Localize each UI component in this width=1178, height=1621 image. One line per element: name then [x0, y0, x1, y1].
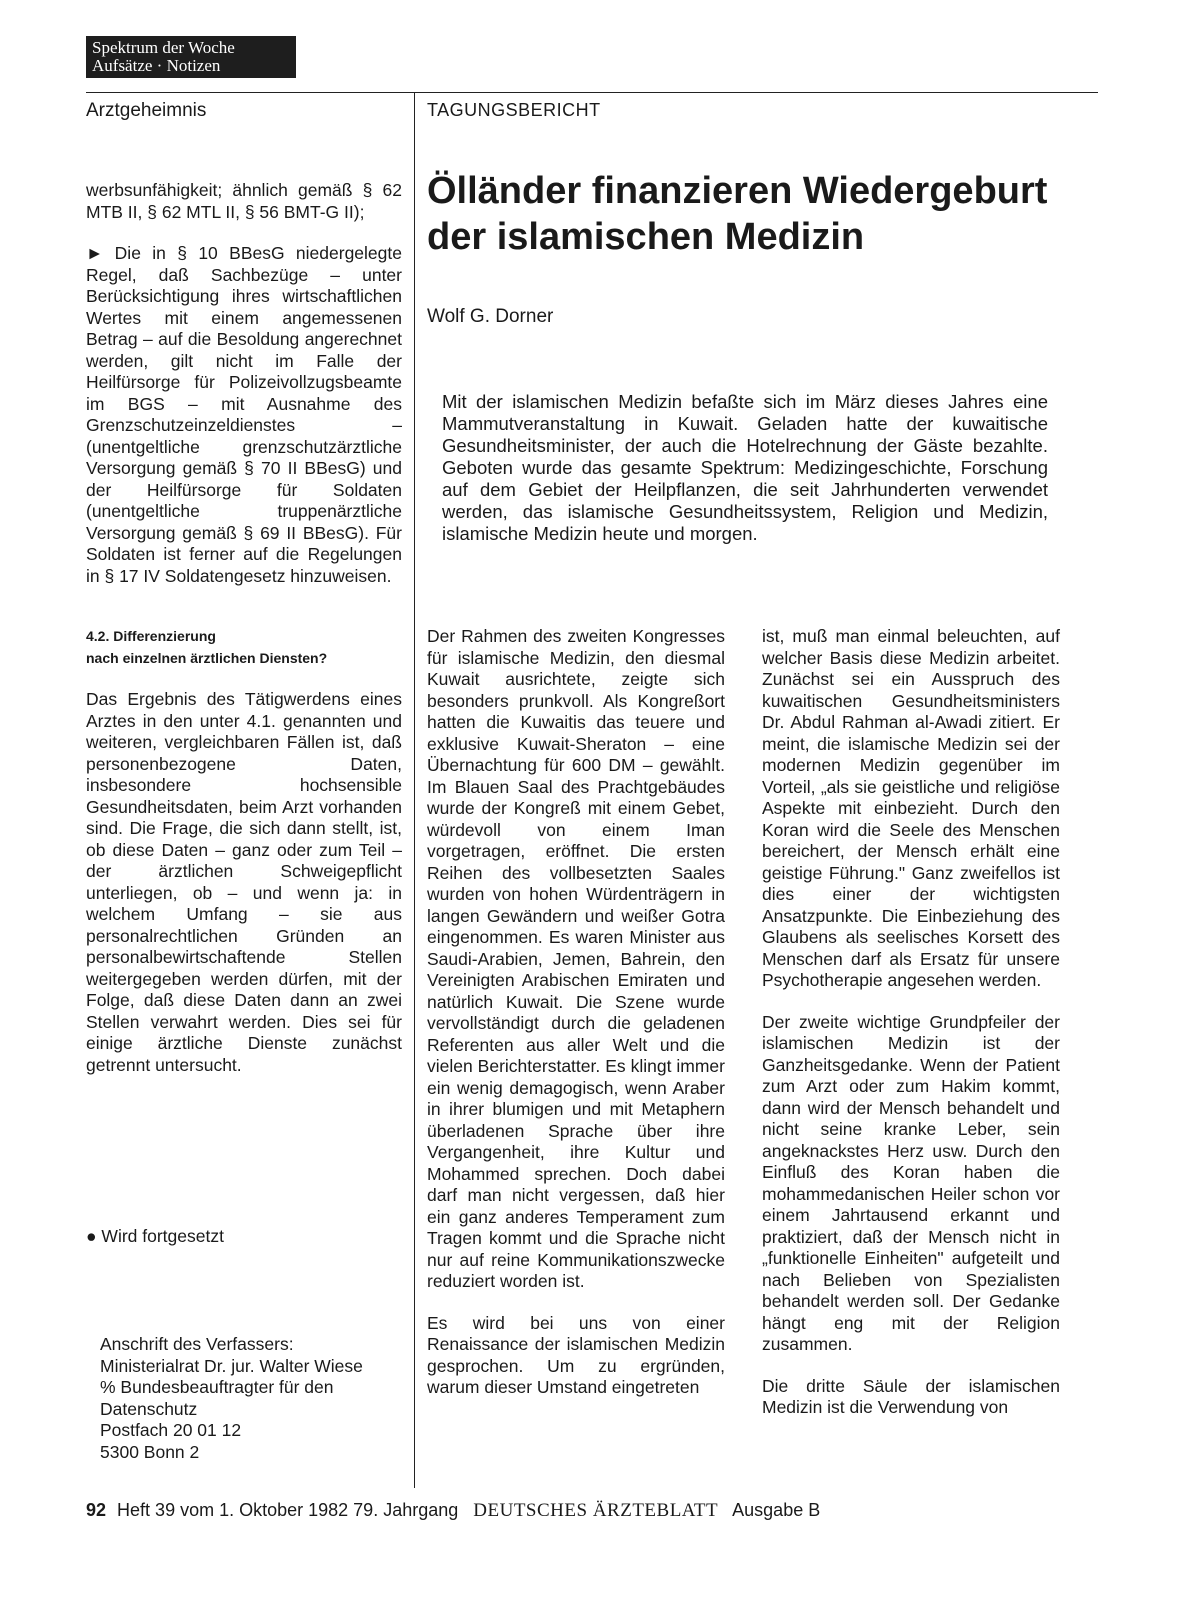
article-author: Wolf G. Dorner	[427, 306, 554, 327]
masthead-line1: Spektrum der Woche	[92, 38, 235, 57]
address-line-5: Postfach 20 01 12	[100, 1420, 242, 1440]
address-line-2: Ministerialrat Dr. jur. Walter Wiese	[100, 1355, 363, 1376]
right-paragraph-2: Der zweite wichtige Grundpfeiler der islamischen Medizin ist der Ganzheitsgedanke. Wenn der Patient zum Arzt oder zum Hakim kommt, dann wird der Mensch behandelt und nicht seine kranke Leber, sein angeknackstes Herz usw. Durch den Einfluß des Koran haben die mohammedanischen Heiler schon vor einem Jahrtausend erkannt und praktiziert, daß der Mensch nicht in „funktionelle Einheiten" aufgeteilt und nach Belieben von Spezialisten behandelt werden soll. Der Gedanke hängt eng mit der Religion zusammen.	[762, 1011, 1060, 1354]
middle-column	[427, 626, 725, 1399]
right-section-label: TAGUNGSBERICHT	[427, 100, 601, 120]
column-divider	[414, 92, 415, 1488]
top-rule	[86, 92, 1098, 93]
middle-paragraph-2: Es wird bei uns von einer Renaissance der islamischen Medizin gesprochen. Um zu ergründen, warum dieser Umstand eingetreten	[427, 1312, 725, 1397]
right-column	[762, 626, 1060, 1419]
subhead-line-1: 4.2. Differenzierung	[86, 628, 216, 644]
middle-paragraph-1: Der Rahmen des zweiten Kongresses für islamische Medizin, den diesmal Kuwait ausrichtete, zeigte sich besonders prunkvoll. Als Kongreßort hatten die Kuwaitis das teuere und exklusive Kuwait-Sheraton – eine Übernachtung für 600 DM – gewählt. Im Blauen Saal des Prachtgebäudes wurde der Kongreß mit einem Gebet, würdevoll von einem Iman vorgetragen, eröffnet. Die ersten Reihen des vollbesetzten Saales wurden von hohen Würdenträgern in langen Gewändern und weißer Gotra eingenommen. Es waren Minister aus Saudi-Arabien, Jemen, Bahrein, den Vereinigten Arabischen Emiraten und natürlich Kuwait. Die Szene wurde vervollständigt durch die geladenen Referenten aus aller Welt und die vielen Berichterstatter. Es klingt immer ein wenig demagogisch, wenn Araber in ihrer blumigen und mit Metaphern überladenen Sprache über ihre Vergangenheit, ihre Kultur und Mohammed sprechen. Doch dabei darf man nicht vergessen, daß hier ein ganz anderes Temperament zum Tragen kommt und die Sprache nicht nur auf reine Kommunikationszwecke reduziert worden ist.	[427, 626, 725, 1291]
masthead	[86, 36, 296, 78]
issue-info: Heft 39 vom 1. Oktober 1982 79. Jahrgang	[117, 1500, 459, 1520]
page-number: 92	[86, 1500, 107, 1520]
continued-note: ● Wird fortgesetzt	[86, 1226, 224, 1246]
right-paragraph-1: ist, muß man einmal beleuchten, auf welcher Basis diese Medizin arbeitet. Zunächst sei ein Ausspruch des kuwaitischen Gesundheitsministers Dr. Abdul Rahman al-Awadi zitiert. Er meint, die islamische Medizin sei der modernen Medizin gegenüber im Vorteil, „als sie geistliche und religiöse Aspekte mit einbezieht. Durch den Koran wird die Seele des Menschen bereichert, der Mensch erhält eine geistige Führung." Ganz zweifellos ist dies einer der wichtigsten Ansatzpunkte. Die Einbeziehung des Glaubens als seelisches Korsett des Menschen darf als Ersatz für unsere Psychotherapie angesehen werden.	[762, 626, 1060, 990]
right-paragraph-3: Die dritte Säule der islamischen Medizin ist die Verwendung von	[762, 1375, 1060, 1417]
address-line-1: Anschrift des Verfassers:	[100, 1334, 294, 1354]
page-footer	[86, 1500, 820, 1522]
masthead-line2: Aufsätze · Notizen	[92, 56, 221, 75]
edition-label: Ausgabe B	[732, 1500, 821, 1520]
journal-name: DEUTSCHES ÄRZTEBLATT	[473, 1500, 719, 1521]
left-paragraph-2: ► Die in § 10 BBesG niedergelegte Regel, daß Sachbezüge – unter Berücksichtigung ihres wirtschaftlichen Wertes mit einem angemessenen Betrag – auf die Besoldung angerechnet werden, gilt nicht im Falle der Heilfürsorge für Polizeivollzugsbeamte im BGS – mit Ausnahme des Grenzschutzeinzeldienstes – (unentgeltliche grenzschutzärztliche Versorgung gemäß § 70 II BBesG) und der Heilfürsorge für Soldaten (unentgeltliche truppenärztliche Versorgung gemäß § 69 II BBesG). Für Soldaten ist ferner auf die Regelungen in § 17 IV Soldatengesetz hinzuweisen.	[86, 243, 402, 586]
section-subhead	[86, 625, 402, 669]
left-column	[86, 180, 402, 1076]
address-line-6: 5300 Bonn 2	[100, 1441, 200, 1462]
article-lead: Mit der islamischen Medizin befaßte sich im März dieses Jahres eine Mammutveranstaltung in Kuwait. Geladen hatte der kuwaitische Gesundheitsminister, der auch die Hotelrechnung der Gäste bezahlte. Geboten wurde das gesamte Spektrum: Medizingeschichte, Forschung auf dem Gebiet der Heilpflanzen, die seit Jahrhunderten verwendet werden, das islamische Gesundheitssystem, Religion und Medizin, islamische Medizin heute und morgen.	[442, 391, 1048, 544]
left-paragraph-1: werbsunfähigkeit; ähnlich gemäß § 62 MTB II, § 62 MTL II, § 56 BMT-G II);	[86, 180, 402, 222]
address-line-3: % Bundesbeauftragter für den	[100, 1377, 334, 1397]
left-paragraph-3: Das Ergebnis des Tätigwerdens eines Arztes in den unter 4.1. genannten und weiteren, vergleichbaren Fällen ist, daß personenbezogene Daten, insbesondere hochsensible Gesundheitsdaten, beim Arzt vorhanden sind. Die Frage, die sich dann stellt, ist, ob diese Daten – ganz oder zum Teil – der ärztlichen Schweigepflicht unterliegen, ob – und wenn ja: in welchem Umfang – sie aus personalrechtlichen Gründen an personalbewirtschaftende Stellen weitergegeben werden dürfen, mit der Folge, daß diese Daten dann an zwei Stellen verwahrt werden. Dies sei für einige ärztliche Dienste zunächst getrennt untersucht.	[86, 689, 402, 1075]
article-title: Ölländer finanzieren Wiedergeburt der islamischen Medizin	[427, 170, 1048, 258]
author-address	[100, 1334, 400, 1463]
subhead-line-2: nach einzelnen ärztlichen Diensten?	[86, 650, 328, 666]
address-line-4: Datenschutz	[100, 1398, 198, 1419]
left-section-label: Arztgeheimnis	[86, 100, 207, 121]
